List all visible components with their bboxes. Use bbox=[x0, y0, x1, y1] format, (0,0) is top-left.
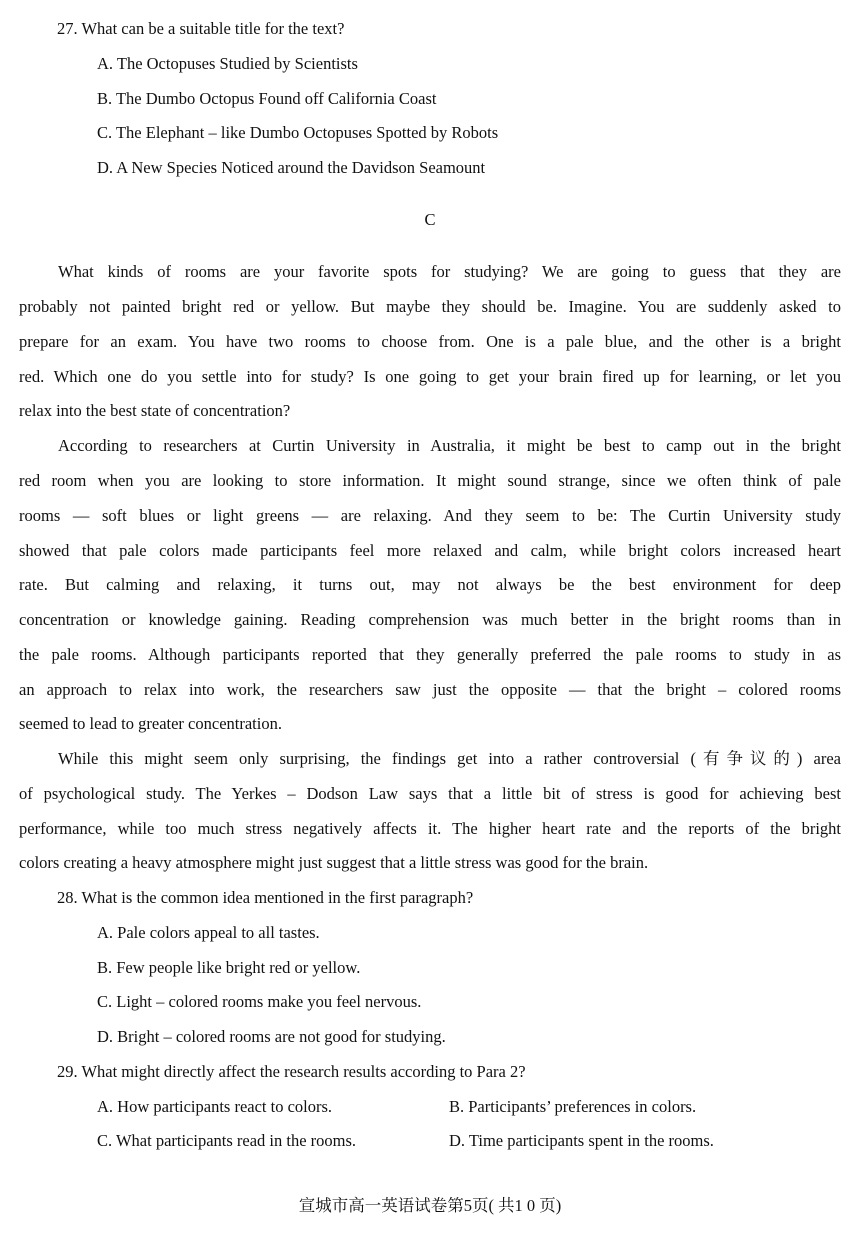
question-29-stem: 29. What might directly affect the research results according to Para 2? bbox=[57, 1062, 526, 1081]
passage-line: What kinds of rooms are your favorite spots for studying? We are going to guess that they are bbox=[58, 262, 841, 281]
passage-line: prepare for an exam. You have two rooms to choose from. One is a pale blue, and the other is a bright bbox=[19, 332, 841, 351]
passage-line: While this might seem only surprising, the findings get into a rather controversial (有争议的) area bbox=[58, 749, 841, 768]
question-29-option-a: A. How participants react to colors. bbox=[97, 1097, 333, 1116]
passage-line: performance, while too much stress negatively affects it. The higher heart rate and the reports of the bright bbox=[19, 819, 841, 838]
passage-line: red. Which one do you settle into for study? Is one going to get your brain fired up for learning, or let you bbox=[19, 367, 841, 386]
question-27-stem: 27. What can be a suitable title for the text? bbox=[57, 19, 345, 38]
section-heading: C bbox=[424, 210, 436, 229]
passage-line: concentration or knowledge gaining. Reading comprehension was much better in the bright rooms than in bbox=[19, 610, 841, 629]
passage-line: probably not painted bright red or yellow. But maybe they should be. Imagine. You are suddenly asked to bbox=[19, 297, 841, 316]
passage-line: red room when you are looking to store information. It might sound strange, since we often think of pale bbox=[19, 471, 841, 490]
passage-line: showed that pale colors made participants feel more relaxed and calm, while bright colors increased heart bbox=[19, 541, 841, 560]
passage-line: of psychological study. The Yerkes – Dodson Law says that a little bit of stress is good for achieving best bbox=[19, 784, 841, 803]
question-27-option-d: D. A New Species Noticed around the Davidson Seamount bbox=[97, 158, 486, 177]
question-28-option-b: B. Few people like bright red or yellow. bbox=[97, 958, 361, 977]
passage-line: the pale rooms. Although participants reported that they generally preferred the pale rooms to study in as bbox=[19, 645, 841, 664]
page-footer: 宣城市高一英语试卷第5页( 共1 0 页) bbox=[298, 1196, 562, 1215]
question-28-option-c: C. Light – colored rooms make you feel nervous. bbox=[97, 992, 422, 1011]
question-29-option-d: D. Time participants spent in the rooms. bbox=[449, 1131, 714, 1150]
passage-line: rooms — soft blues or light greens — are relaxing. And they seem to be: The Curtin University study bbox=[19, 506, 841, 525]
question-28-stem: 28. What is the common idea mentioned in the first paragraph? bbox=[57, 888, 474, 907]
passage-line: relax into the best state of concentration? bbox=[19, 401, 291, 420]
question-28-option-d: D. Bright – colored rooms are not good for studying. bbox=[97, 1027, 446, 1046]
question-28-option-a: A. Pale colors appeal to all tastes. bbox=[97, 923, 320, 942]
passage-line: colors creating a heavy atmosphere might just suggest that a little stress was good for the brain. bbox=[19, 853, 649, 872]
passage-line: seemed to lead to greater concentration. bbox=[19, 714, 282, 733]
passage-line: rate. But calming and relaxing, it turns out, may not always be the best environment for deep bbox=[19, 575, 841, 594]
question-27-option-c: C. The Elephant – like Dumbo Octopuses Spotted by Robots bbox=[97, 123, 499, 142]
question-27-option-b: B. The Dumbo Octopus Found off California Coast bbox=[97, 89, 437, 108]
question-27-option-a: A. The Octopuses Studied by Scientists bbox=[97, 54, 358, 73]
question-29-option-b: B. Participants’ preferences in colors. bbox=[449, 1097, 697, 1116]
passage-line: According to researchers at Curtin University in Australia, it might be best to camp out in the bright bbox=[58, 436, 841, 455]
question-29-option-c: C. What participants read in the rooms. bbox=[97, 1131, 357, 1150]
passage-line: an approach to relax into work, the researchers saw just the opposite — that the bright – colored rooms bbox=[19, 680, 841, 699]
